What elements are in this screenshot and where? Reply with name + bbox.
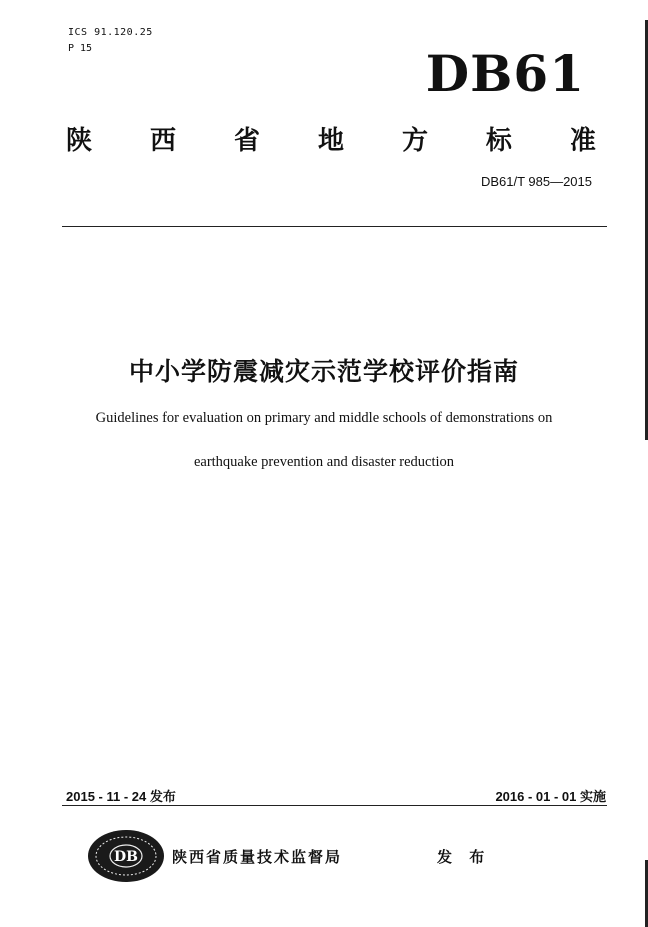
document-title-en-line1: Guidelines for evaluation on primary and middle schools of demonstrations on [95, 410, 553, 426]
standard-title-char: 方 [401, 125, 428, 156]
standard-type-title [66, 118, 596, 158]
ics-code: ICS 91.120.25 [68, 27, 153, 38]
seal-text: DB [114, 849, 138, 865]
bottom-divider [62, 805, 607, 806]
standard-title-char: 省 [233, 125, 260, 156]
standard-title-char: 地 [317, 125, 344, 156]
standard-code: DB61/T 985—2015 [480, 174, 592, 189]
standard-title-char: 准 [569, 125, 596, 156]
classification-code: P 15 [68, 43, 93, 54]
standard-title-char: 标 [485, 125, 512, 156]
db-logo: DB61 [425, 44, 585, 103]
publish-date: 2015 - 11 - 24 发布 [66, 789, 176, 804]
standard-title-char: 西 [149, 125, 176, 156]
document-title-en-line2: earthquake prevention and disaster reduction [193, 454, 455, 470]
top-divider [62, 226, 607, 227]
standard-title-char: 陕 [66, 125, 93, 156]
document-title-zh: 中小学防震减灾示范学校评价指南 [128, 357, 519, 386]
issuer-seal-icon [86, 828, 166, 884]
issuing-authority: 陕西省质量技术监督局 [172, 848, 343, 866]
issue-label: 发 布 [437, 848, 491, 866]
effective-date: 2016 - 01 - 01 实施 [495, 789, 606, 804]
